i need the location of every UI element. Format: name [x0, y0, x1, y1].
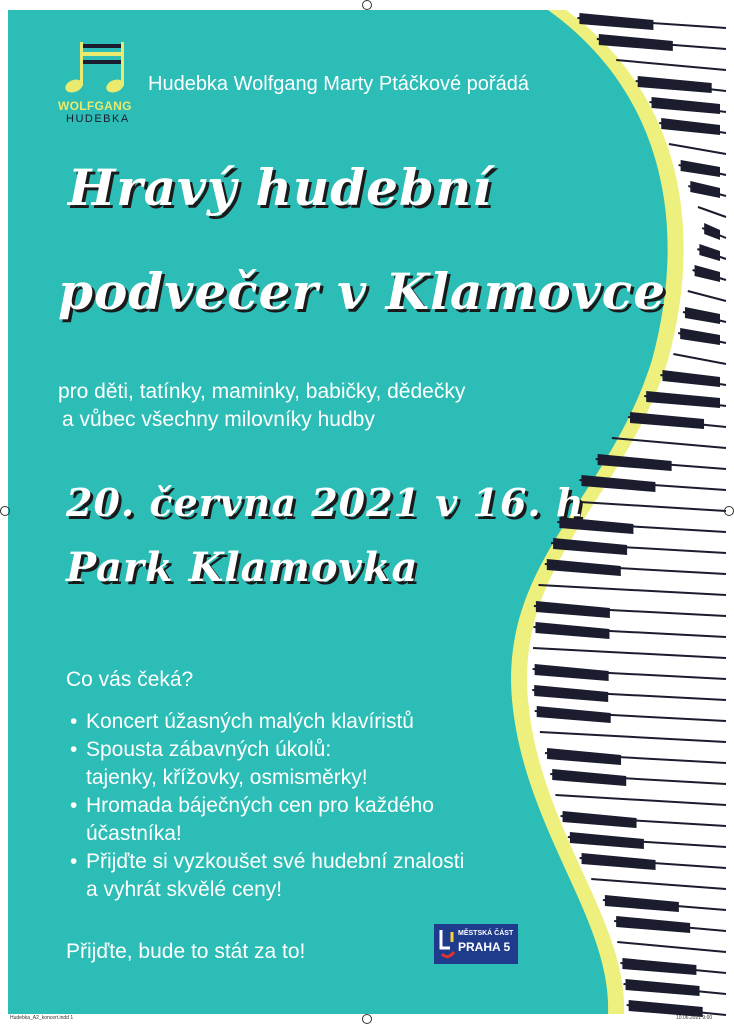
logo-name: WOLFGANG: [58, 99, 132, 113]
title-line-1: Hravý hudební: [68, 158, 493, 217]
list-item-continued: a vyhrát skvělé ceny!: [86, 878, 283, 901]
event-date: 20. června 2021 v 16. h: [66, 480, 585, 525]
list-item: • Přijďte si vyzkoušet své hudební znalosti: [70, 850, 465, 873]
praha5-logo-icon: [438, 928, 456, 960]
registration-mark: [724, 506, 734, 516]
list-item-continued: účastníka!: [86, 822, 182, 845]
registration-mark: [0, 506, 10, 516]
wolfgang-logo: [58, 38, 138, 128]
closing-text: Přijďte, bude to stát za to!: [66, 940, 306, 963]
registration-mark: [362, 0, 372, 10]
music-notes-logo-icon: [58, 38, 138, 94]
title-line-2: podvečer v Klamovce: [58, 262, 667, 321]
event-place: Park Klamovka: [66, 544, 419, 591]
praha5-line-1: MĚSTSKÁ ČÁST: [458, 930, 514, 937]
list-item: • Hromada báječných cen pro každého: [70, 794, 434, 817]
subtitle-line-1: pro děti, tatínky, maminky, babičky, dědečky: [58, 380, 466, 403]
question-heading: Co vás čeká?: [66, 668, 194, 691]
list-item: • Spousta zábavných úkolů:: [70, 738, 332, 761]
subtitle-line-2: a vůbec všechny milovníky hudby: [62, 408, 375, 431]
logo-sub: HUDEBKA: [66, 113, 130, 125]
print-file-label: Hudebka_A2_koncert.indd 1: [10, 1015, 74, 1021]
list-item: • Koncert úžasných malých klavíristů: [70, 710, 414, 733]
organizer-text: Hudebka Wolfgang Marty Ptáčkové pořádá: [148, 73, 529, 95]
print-date-label: 10.06.2021 9:00: [676, 1015, 713, 1021]
praha5-line-2: PRAHA 5: [458, 940, 511, 954]
registration-mark: [362, 1014, 372, 1024]
praha5-logo: [434, 924, 518, 964]
list-item-continued: tajenky, křížovky, osmisměrky!: [86, 766, 368, 789]
feature-list: [70, 708, 465, 904]
